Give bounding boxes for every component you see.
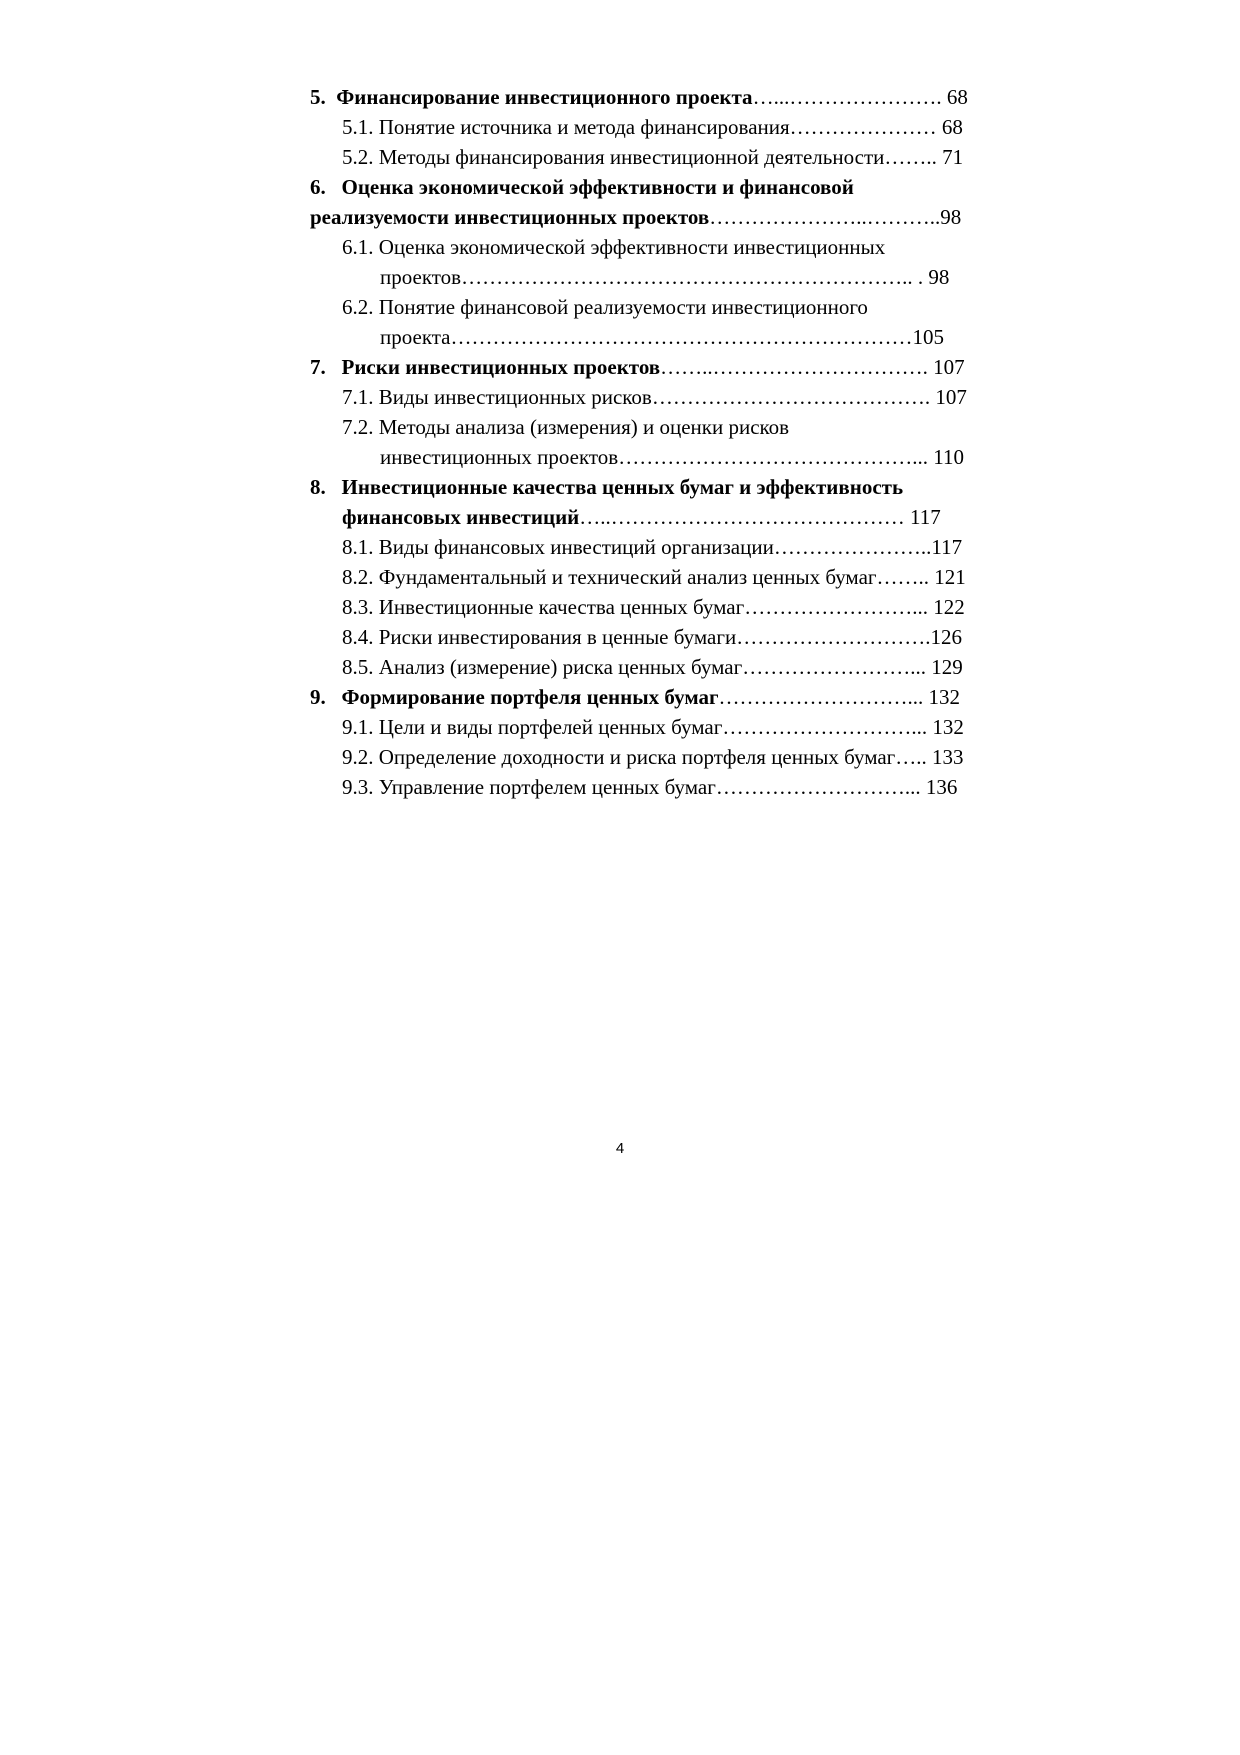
toc-title-cont: проектов — [380, 265, 462, 289]
toc-section-9 — [310, 682, 992, 712]
toc-leader: ………………………... — [718, 685, 929, 709]
page-number: 4 — [615, 1140, 625, 1157]
toc-item-6-2-cont — [310, 322, 992, 352]
toc-title: Понятие финансовой реализуемости инвестиционного — [378, 295, 868, 319]
toc-number: 7.1. — [342, 385, 374, 409]
toc-item-5-2 — [310, 142, 992, 172]
toc-leader: ………………….. — [773, 535, 932, 559]
toc-leader: ……………………………………... — [618, 445, 934, 469]
toc-page: 126 — [930, 625, 962, 649]
toc-page: 107 — [933, 355, 965, 379]
toc-section-6-cont — [310, 202, 992, 232]
toc-section-8 — [310, 472, 992, 502]
toc-number: 8.5. — [342, 655, 374, 679]
toc-leader: ………………………... — [715, 775, 926, 799]
toc-page: 121 — [934, 565, 966, 589]
toc-title: Формирование портфеля ценных бумаг — [341, 685, 719, 709]
toc-item-9-3 — [310, 772, 992, 802]
toc-number: 9.1. — [342, 715, 374, 739]
toc-number: 9. — [310, 685, 326, 709]
toc-number: 8.1. — [342, 535, 374, 559]
toc-title: Инвестиционные качества ценных бумаг — [378, 595, 745, 619]
toc-page: 98 — [940, 205, 962, 229]
toc-title-cont: финансовых инвестиций — [342, 505, 580, 529]
toc-item-8-3 — [310, 592, 992, 622]
toc-number: 8.2. — [342, 565, 374, 589]
toc-leader: …………………………………. — [651, 385, 931, 409]
toc-title: Инвестиционные качества ценных бумаг и эффективность — [341, 475, 904, 499]
toc-item-6-2 — [310, 292, 992, 322]
toc-page: 133 — [932, 745, 964, 769]
toc-number: 6. — [310, 175, 326, 199]
toc-page: 132 — [928, 685, 961, 709]
toc-item-7-1 — [310, 382, 992, 412]
toc-title: Риски инвестиционных проектов — [341, 355, 661, 379]
table-of-contents — [310, 82, 992, 802]
toc-page: 117 — [931, 535, 963, 559]
toc-leader: …….. — [876, 565, 935, 589]
toc-page: 132 — [932, 715, 964, 739]
toc-leader: …….. — [884, 145, 943, 169]
toc-number: 8.4. — [342, 625, 374, 649]
toc-number: 5.1. — [342, 115, 374, 139]
toc-title-cont: проекта — [380, 325, 451, 349]
toc-item-9-2 — [310, 742, 992, 772]
toc-item-7-2 — [310, 412, 992, 442]
toc-page: 68 — [941, 115, 963, 139]
toc-title: Фундаментальный и технический анализ ценных бумаг — [378, 565, 877, 589]
toc-number: 7.2. — [342, 415, 374, 439]
toc-title-cont: реализуемости инвестиционных проектов — [310, 205, 710, 229]
toc-leader: ….. — [895, 745, 933, 769]
toc-leader: ………………… — [789, 115, 937, 139]
toc-title: Методы финансирования инвестиционной деятельности — [378, 145, 885, 169]
toc-section-7 — [310, 352, 992, 382]
toc-leader: …………………..……….. — [709, 205, 941, 229]
toc-title: Оценка экономической эффективности инвестиционных — [378, 235, 886, 259]
toc-title: Цели и виды портфелей ценных бумаг — [378, 715, 723, 739]
toc-item-5-1 — [310, 112, 992, 142]
toc-title: Понятие источника и метода финансирования — [378, 115, 790, 139]
toc-section-5 — [310, 82, 992, 112]
toc-title: Оценка экономической эффективности и финансовой — [341, 175, 854, 199]
toc-title: Методы анализа (измерения) и оценки рисков — [378, 415, 790, 439]
toc-title: Риски инвестирования в ценные бумаги — [378, 625, 737, 649]
toc-item-8-1 — [310, 532, 992, 562]
toc-title: Виды инвестиционных рисков — [378, 385, 652, 409]
toc-leader: ……………………... — [742, 655, 932, 679]
toc-number: 6.2. — [342, 295, 374, 319]
toc-number: 8.3. — [342, 595, 374, 619]
toc-title: Виды финансовых инвестиций организации — [378, 535, 774, 559]
toc-item-6-1-cont — [310, 262, 992, 292]
toc-leader: ………………………………………………………… — [450, 325, 913, 349]
toc-item-9-1 — [310, 712, 992, 742]
toc-number: 8. — [310, 475, 326, 499]
toc-item-8-5 — [310, 652, 992, 682]
toc-leader: ……..…………………………. — [660, 355, 934, 379]
toc-number: 6.1. — [342, 235, 374, 259]
toc-title-cont: инвестиционных проектов — [380, 445, 619, 469]
toc-number: 5.2. — [342, 145, 374, 169]
toc-number: 9.2. — [342, 745, 374, 769]
toc-page: 117 — [910, 505, 941, 529]
toc-page: 122 — [933, 595, 965, 619]
toc-number: 7. — [310, 355, 326, 379]
toc-page: 98 — [928, 265, 950, 289]
toc-item-8-2 — [310, 562, 992, 592]
toc-item-6-1 — [310, 232, 992, 262]
toc-section-6 — [310, 172, 992, 202]
toc-section-8-cont — [310, 502, 992, 532]
toc-item-7-2-cont — [310, 442, 992, 472]
toc-title: Определение доходности и риска портфеля ценных бумаг — [378, 745, 896, 769]
toc-leader: ……………………... — [744, 595, 934, 619]
toc-title: Финансирование инвестиционного проекта — [336, 85, 753, 109]
toc-leader: …..…………………………………… — [579, 505, 911, 529]
toc-number: 9.3. — [342, 775, 374, 799]
toc-page: 136 — [925, 775, 958, 799]
toc-number: 5. — [310, 85, 326, 109]
toc-page: 71 — [942, 145, 964, 169]
toc-page: 105 — [912, 325, 944, 349]
toc-page: 107 — [935, 385, 967, 409]
toc-title: Управление портфелем ценных бумаг — [378, 775, 716, 799]
toc-title: Анализ (измерение) риска ценных бумаг — [378, 655, 743, 679]
toc-item-8-4 — [310, 622, 992, 652]
toc-leader: ……………………………………………………….. . — [461, 265, 929, 289]
toc-page: 110 — [933, 445, 964, 469]
toc-leader: ………………………... — [722, 715, 933, 739]
toc-page: 129 — [931, 655, 963, 679]
toc-leader: ………………………. — [736, 625, 931, 649]
toc-page: 68 — [946, 85, 968, 109]
toc-leader: …...…………………. — [752, 85, 947, 109]
